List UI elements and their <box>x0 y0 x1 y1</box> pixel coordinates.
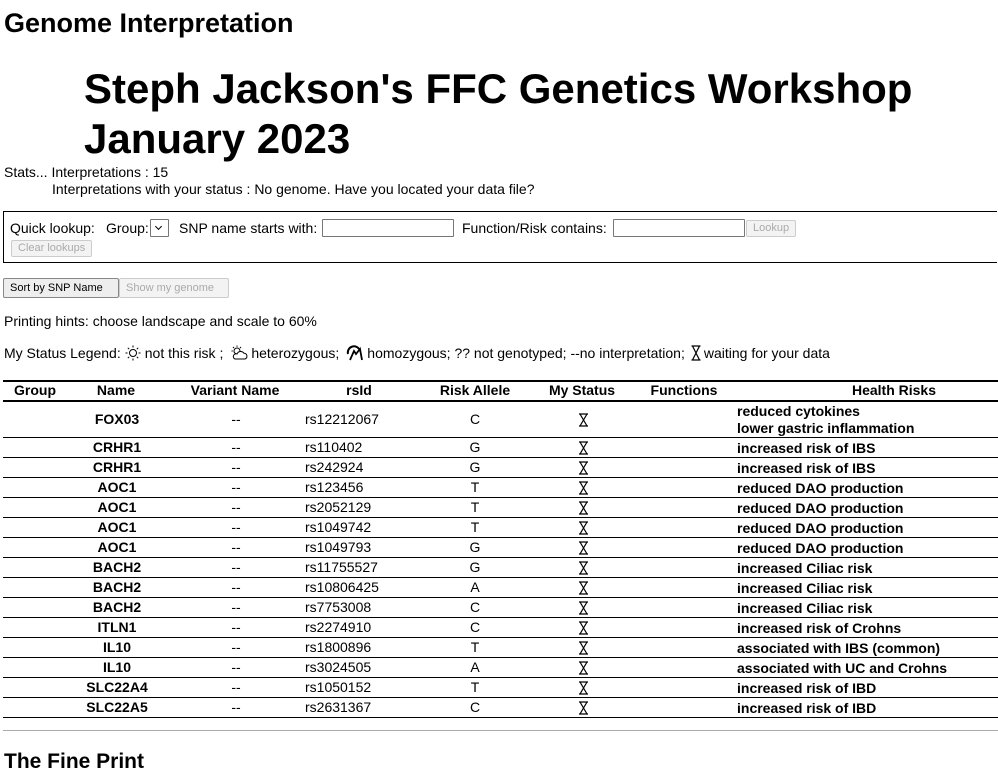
storm-icon <box>345 345 365 361</box>
risk-allele: C <box>469 699 481 715</box>
hourglass-icon <box>576 561 590 578</box>
health-risk: lower gastric inflammation <box>737 420 915 436</box>
risk-allele: G <box>469 559 481 575</box>
risk-allele: C <box>469 411 481 427</box>
column-header-risk-allele: Risk Allele <box>439 382 511 398</box>
table-row <box>3 558 998 578</box>
hourglass-icon <box>578 521 589 535</box>
group-label: Group: <box>106 220 149 236</box>
hourglass-icon <box>576 681 590 698</box>
table-row <box>3 438 998 458</box>
table-row <box>3 698 998 718</box>
variant-name: -- <box>231 411 241 427</box>
hourglass-icon <box>578 641 589 655</box>
snp-name: BACH2 <box>92 599 142 615</box>
snp-name: ITLN1 <box>97 619 137 635</box>
rsid: rs3024505 <box>305 659 372 675</box>
health-risk: reduced DAO production <box>737 520 904 536</box>
rsid: rs1049742 <box>305 519 372 535</box>
hourglass-icon <box>576 701 590 718</box>
printing-hints: Printing hints: choose landscape and scale to 60% <box>4 313 317 329</box>
column-header-group: Group <box>14 382 56 398</box>
table-row <box>3 458 998 478</box>
rsid: rs110402 <box>305 439 363 455</box>
stats-status: Interpretations with your status : No genome. Have you located your data file? <box>52 181 535 197</box>
snp-name: AOC1 <box>97 479 137 495</box>
hourglass-icon <box>578 501 589 515</box>
hourglass-icon <box>578 581 589 595</box>
health-risk: associated with IBS (common) <box>737 640 941 656</box>
rsid: rs2631367 <box>305 699 372 715</box>
snp-name: SLC22A5 <box>86 699 148 715</box>
hourglass-icon <box>578 681 589 695</box>
hourglass-icon <box>576 541 590 558</box>
snp-name: CRHR1 <box>92 459 142 475</box>
function-risk-label: Function/Risk contains: <box>462 220 607 236</box>
table-row <box>3 658 998 678</box>
snp-name: SLC22A4 <box>86 679 148 695</box>
rsid: rs10806425 <box>305 579 379 595</box>
variant-name: -- <box>231 619 241 635</box>
column-header-health-risks: Health Risks <box>851 382 937 398</box>
hourglass-icon <box>576 661 590 678</box>
rsid: rs1050152 <box>305 679 372 695</box>
hourglass-icon <box>576 501 590 518</box>
rsid: rs1800896 <box>305 639 372 655</box>
variant-name: -- <box>231 639 241 655</box>
health-risk: reduced DAO production <box>737 500 904 516</box>
risk-allele: G <box>469 539 481 555</box>
risk-allele: T <box>470 519 480 535</box>
health-risk: increased risk of IBS <box>737 460 876 476</box>
function-risk-input[interactable] <box>613 219 745 237</box>
lookup-button[interactable]: Lookup <box>746 220 796 237</box>
variant-name: -- <box>231 679 241 695</box>
hourglass-icon <box>578 701 589 715</box>
partly-cloudy-icon <box>229 345 249 361</box>
show-my-genome-button[interactable]: Show my genome <box>119 278 229 298</box>
rsid: rs242924 <box>305 459 364 475</box>
health-risk: increased risk of IBD <box>737 700 877 716</box>
quick-lookup-label: Quick lookup: <box>10 220 95 236</box>
health-risk: associated with UC and Crohns <box>737 660 948 676</box>
health-risk: increased risk of IBD <box>737 680 877 696</box>
health-risk: increased risk of Crohns <box>737 620 902 636</box>
status-legend <box>4 345 830 361</box>
sun-icon <box>123 345 143 361</box>
snp-name: IL10 <box>102 659 131 675</box>
snp-name: CRHR1 <box>92 439 142 455</box>
rsid: rs1049793 <box>305 539 372 555</box>
fine-print-heading: The Fine Print <box>4 750 145 773</box>
column-header-rsid: rsId <box>346 382 372 398</box>
risk-allele: G <box>469 439 481 455</box>
hourglass-icon <box>576 621 590 638</box>
health-risk: reduced DAO production <box>737 480 904 496</box>
sort-by-snp-button[interactable]: Sort by SNP Name <box>3 278 119 298</box>
table-row <box>3 518 998 538</box>
hourglass-icon <box>578 441 589 455</box>
hourglass-icon <box>578 481 589 495</box>
health-risk: increased Ciliac risk <box>737 600 873 616</box>
hourglass-icon <box>578 461 589 475</box>
rsid: rs2052129 <box>305 499 372 515</box>
rsid: rs12212067 <box>305 411 379 427</box>
health-risk: increased Ciliac risk <box>737 580 873 596</box>
risk-allele: T <box>470 679 480 695</box>
risk-allele: T <box>470 639 480 655</box>
quick-lookup-panel <box>3 211 997 263</box>
page-title: Steph Jackson's FFC Genetics Workshop January 2023 <box>84 65 913 162</box>
risk-allele: T <box>470 479 480 495</box>
hourglass-icon <box>576 441 590 458</box>
risk-allele: T <box>470 499 480 515</box>
table-row <box>3 598 998 618</box>
snp-name-input[interactable] <box>322 219 454 237</box>
table-row <box>3 638 998 658</box>
snp-name: FOX03 <box>94 411 140 427</box>
risk-allele: A <box>470 659 480 675</box>
hourglass-icon <box>576 521 590 538</box>
legend-waiting: waiting for your data <box>703 345 830 361</box>
divider <box>3 730 998 731</box>
variant-name: -- <box>231 519 241 535</box>
hourglass-icon <box>578 561 589 575</box>
variant-name: -- <box>231 539 241 555</box>
hourglass-icon <box>576 461 590 478</box>
legend-homozygous: homozygous; ?? not genotyped; --no interpretation; <box>367 345 685 361</box>
column-header-name: Name <box>96 382 136 398</box>
variant-name: -- <box>231 459 241 475</box>
variant-name: -- <box>231 659 241 675</box>
snp-name: AOC1 <box>97 539 137 555</box>
table-row <box>3 578 998 598</box>
table-row <box>3 478 998 498</box>
column-header-variant-name: Variant Name <box>190 382 280 398</box>
hourglass-icon <box>576 481 590 498</box>
legend-prefix: My Status Legend: <box>4 345 121 361</box>
snp-name: AOC1 <box>97 499 137 515</box>
hourglass-icon <box>576 641 590 658</box>
rsid: rs11755527 <box>305 559 378 575</box>
table-row <box>3 498 998 518</box>
app-title: Genome Interpretation <box>4 8 294 38</box>
clear-lookups-button[interactable]: Clear lookups <box>11 240 92 257</box>
table-row <box>3 538 998 558</box>
risk-allele: A <box>470 579 480 595</box>
hourglass-icon <box>578 541 589 555</box>
rsid: rs2274910 <box>305 619 372 635</box>
risk-allele: G <box>469 459 481 475</box>
snp-name-label: SNP name starts with: <box>179 220 318 236</box>
hourglass-icon <box>576 413 590 430</box>
variant-name: -- <box>231 559 241 575</box>
variant-name: -- <box>231 599 241 615</box>
hourglass-icon <box>576 601 590 618</box>
column-header-my-status: My Status <box>548 382 616 398</box>
hourglass-icon <box>578 661 589 675</box>
variant-name: -- <box>231 579 241 595</box>
variant-name: -- <box>231 439 241 455</box>
hourglass-icon <box>690 345 702 361</box>
variant-name: -- <box>231 479 241 495</box>
health-risk: reduced DAO production <box>737 540 904 556</box>
table-row <box>3 678 998 698</box>
health-risk: increased risk of IBS <box>737 440 876 456</box>
snp-name: BACH2 <box>92 559 142 575</box>
table-row <box>3 618 998 638</box>
risk-allele: C <box>469 599 481 615</box>
column-header-functions: Functions <box>650 382 718 398</box>
group-select[interactable] <box>150 219 169 237</box>
hourglass-icon <box>578 621 589 635</box>
legend-heterozygous: heterozygous; <box>251 345 340 361</box>
risk-allele: C <box>469 619 481 635</box>
table-row <box>3 402 998 438</box>
hourglass-icon <box>576 581 590 598</box>
rsid: rs123456 <box>305 479 364 495</box>
snp-name: AOC1 <box>97 519 137 535</box>
health-risk: increased Ciliac risk <box>737 560 873 576</box>
snp-name: BACH2 <box>92 579 142 595</box>
rsid: rs7753008 <box>305 599 372 615</box>
variant-name: -- <box>231 499 241 515</box>
stats-count: Stats... Interpretations : 15 <box>4 164 169 180</box>
health-risk: reduced cytokines <box>737 403 860 419</box>
hourglass-icon <box>578 413 589 427</box>
legend-not-risk: not this risk ; <box>144 345 224 361</box>
variant-name: -- <box>231 699 241 715</box>
hourglass-icon <box>578 601 589 615</box>
snp-name: IL10 <box>102 639 131 655</box>
